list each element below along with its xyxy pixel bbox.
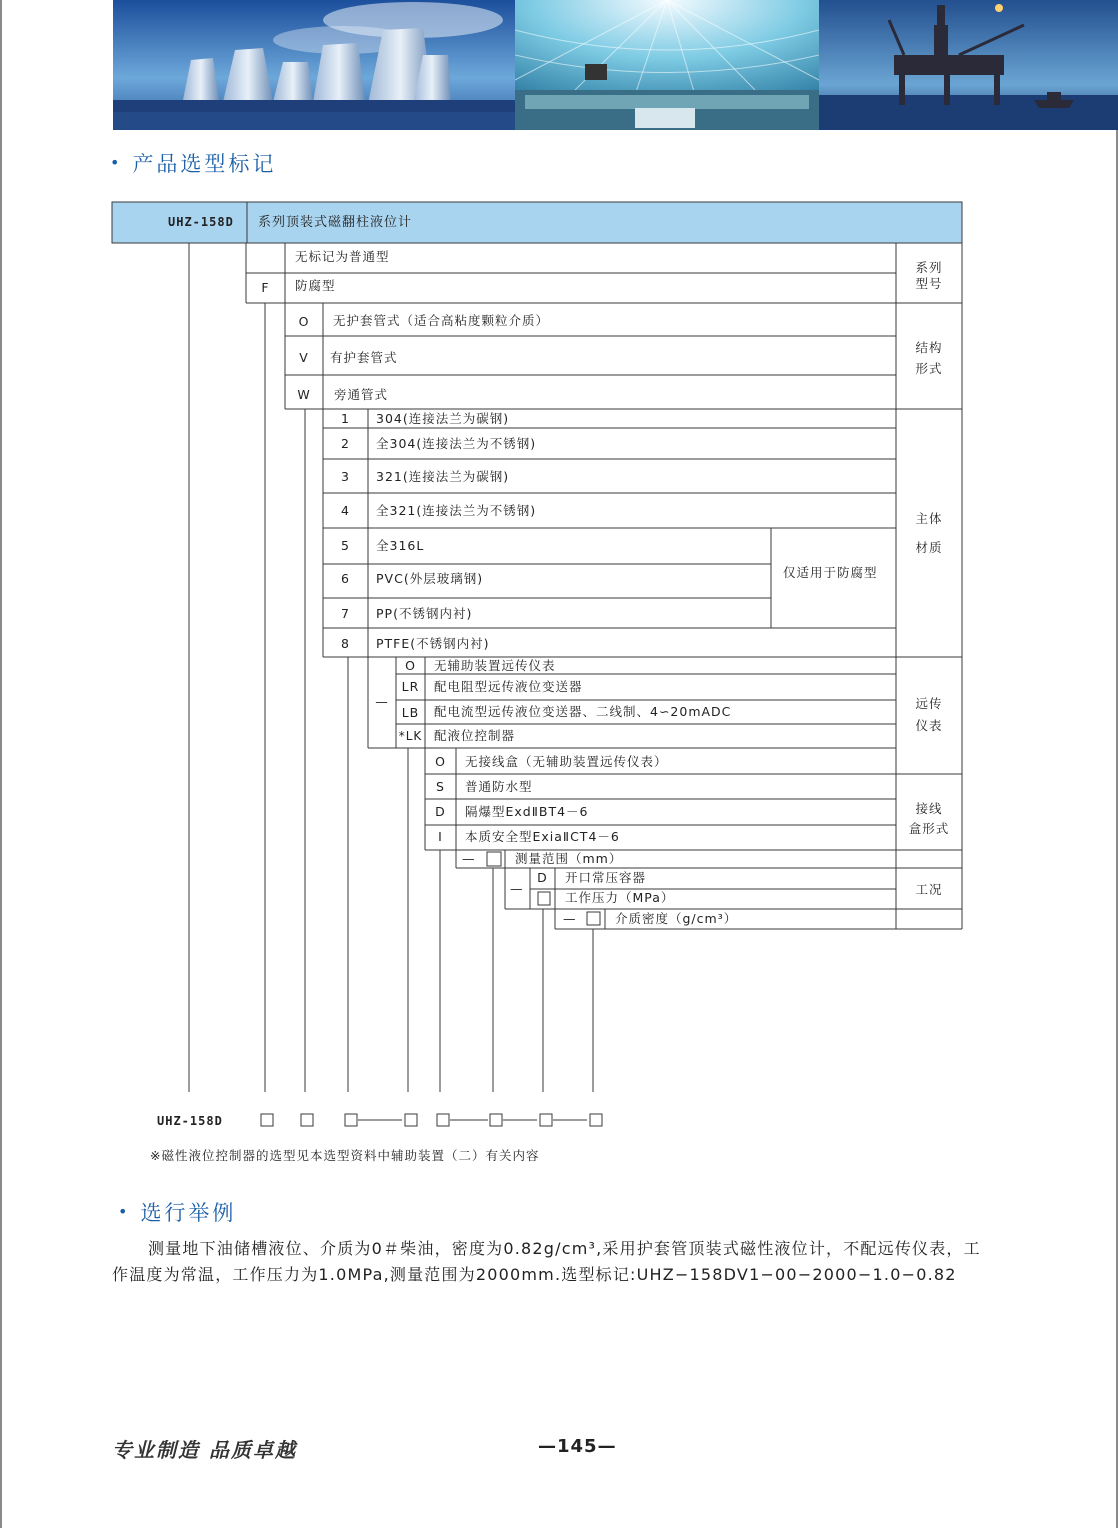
- section-title-example: • 选行举例: [118, 1201, 237, 1225]
- condition-dash: —: [510, 881, 524, 896]
- page-number: —145—: [538, 1436, 617, 1457]
- example-paragraph: 测量地下油储槽液位、介质为0＃柴油，密度为0.82g/cm³,采用护套管顶装式磁性液位计，不配远传仪表，工作温度为常温，工作压力为1.0MPa,测量范围为2000mm.选型标记:UHZ−158DV1−00−2000−1.0−0.82: [112, 1239, 981, 1284]
- header-description: 系列顶装式磁翻柱液位计: [258, 215, 413, 230]
- remote-dash: —: [375, 694, 389, 709]
- footnote: ※磁性液位控制器的选型见本选型资料中辅助装置（二）有关内容: [150, 1148, 540, 1163]
- formula-model: UHZ-158D: [157, 1114, 223, 1128]
- footer-slogan: 专业制造 品质卓越: [112, 1438, 297, 1462]
- material-note: 仅适用于防腐型: [783, 565, 878, 580]
- header-model: UHZ-158D: [168, 215, 234, 229]
- section-title-selection: • 产品选型标记: [110, 152, 277, 176]
- header-bar: [112, 202, 962, 243]
- category-condition: 工况: [915, 882, 943, 897]
